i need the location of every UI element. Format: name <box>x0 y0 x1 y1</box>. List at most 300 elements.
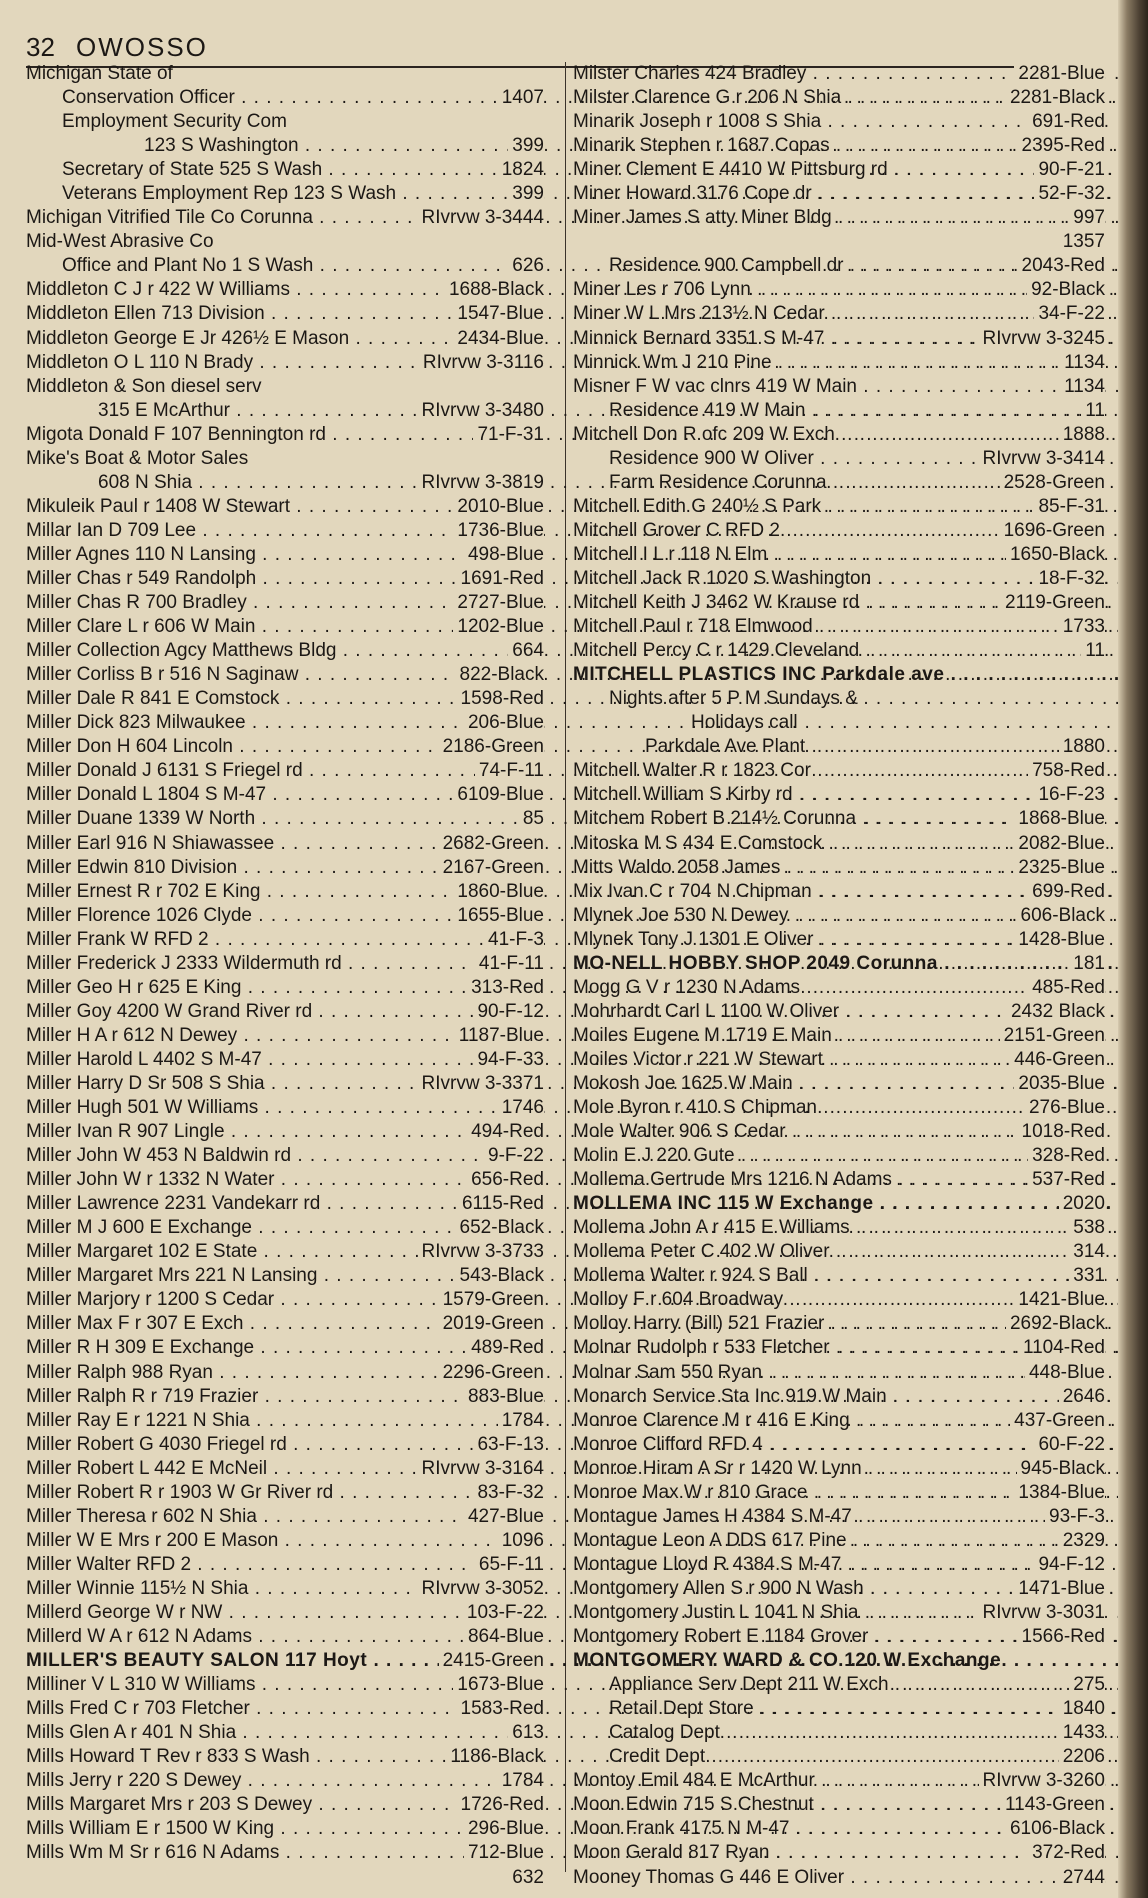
listing-column-right <box>573 62 1105 1890</box>
listing-name: Miner Howard 3176 Cope dr . . . <box>573 182 1118 206</box>
listing-entry <box>26 1866 544 1890</box>
listing-phone: 2329 <box>1059 1529 1105 1553</box>
listing-entry <box>573 1673 1105 1697</box>
listing-phone: 275 <box>1069 1673 1105 1697</box>
listing-name: Farm Residence Corunna . . . <box>573 471 1118 495</box>
listing-phone: 2395-Red <box>1018 134 1105 158</box>
listing-entry <box>573 1481 1105 1505</box>
listing-phone: 6106-Black <box>1006 1817 1105 1841</box>
listing-entry <box>573 1288 1105 1312</box>
listing-name: Miner Clement E 4410 W Pittsburg rd . . . <box>573 158 1118 182</box>
listing-name: Veterans Employment Rep 123 S Wash . . . <box>26 182 1118 206</box>
listing-entry <box>26 375 544 399</box>
listing-name: Mid-West Abrasive Co <box>26 231 214 253</box>
listing-name: Mills Margaret Mrs r 203 S Dewey . . . <box>26 1793 1118 1817</box>
listing-entry <box>573 302 1105 326</box>
listing-name: Miller Dale R 841 E Comstock . . . <box>26 687 1118 711</box>
listing-phone: 1187-Blue <box>455 1024 544 1048</box>
listing-phone: RIvrvw 3-3116 <box>419 351 544 375</box>
listing-name: Miller Robert G 4030 Friegel rd . . . <box>26 1433 1118 1457</box>
listing-entry <box>573 423 1105 447</box>
listing-phone: 16-F-23 <box>1034 783 1105 807</box>
listing-phone: 41-F-3 <box>484 928 544 952</box>
listing-entry <box>26 158 544 182</box>
listing-entry <box>26 1625 544 1649</box>
listing-name: Miller Corliss B r 516 N Saginaw . . . <box>26 663 1118 687</box>
listing-entry <box>573 1361 1105 1385</box>
listing-phone: 1407 <box>498 86 544 110</box>
listing-name: Mooney Thomas G 446 E Oliver . . . <box>573 1866 1118 1890</box>
listing-phone: 1579-Green <box>439 1288 544 1312</box>
listing-entry <box>573 206 1105 230</box>
listing-phone: 1384-Blue <box>1014 1481 1105 1505</box>
listing-entry <box>573 663 1105 687</box>
listing-name: Montgomery Robert E 1184 Grover . . . <box>573 1625 1118 1649</box>
listing-entry <box>573 327 1105 351</box>
book-page-edge <box>1118 0 1148 1898</box>
listing-phone: 691-Red <box>1028 110 1105 134</box>
listing-entry <box>573 86 1105 110</box>
listing-entry <box>26 1601 544 1625</box>
listing-entry <box>573 519 1105 543</box>
listing-entry <box>573 1841 1105 1865</box>
listing-phone: 437-Green <box>1010 1409 1105 1433</box>
listing-name: Miller Ernest R r 702 E King . . . <box>26 880 1118 904</box>
listing-name: Miner Les r 706 Lynn . . . <box>573 278 1118 302</box>
listing-entry <box>26 1409 544 1433</box>
listing-entry <box>573 399 1105 423</box>
listing-entry <box>26 1649 544 1673</box>
listing-name: Mills Glen A r 401 N Shia . . . <box>26 1721 1115 1745</box>
listing-phone: 2020 <box>1059 1192 1105 1216</box>
listing-entry <box>26 567 544 591</box>
listing-phone: 1104-Red <box>1019 1336 1105 1360</box>
listing-phone: 1428-Blue <box>1014 928 1105 952</box>
listing-name: Mollema Peter C 402 W Oliver . . . <box>573 1240 1118 1264</box>
listing-name: Monroe Clifford RFD 4 . . . <box>573 1433 1118 1457</box>
listing-entry <box>573 1625 1105 1649</box>
listing-entry <box>573 1096 1105 1120</box>
listing-entry <box>573 471 1105 495</box>
listing-entry <box>573 928 1105 952</box>
listing-name: Mills Howard T Rev r 833 S Wash . . . <box>26 1745 1118 1769</box>
listing-name: Mollema Gertrude Mrs 1216 N Adams . . . <box>573 1168 1118 1192</box>
listing-entry <box>573 375 1105 399</box>
listing-name: Miller Ray E r 1221 N Shia . . . <box>26 1409 1118 1433</box>
listing-name: Montague Leon A DDS 617 Pine . . . <box>573 1529 1118 1553</box>
listing-phone: 313-Red <box>467 976 544 1000</box>
listing-name: Appliance Serv Dept 211 W Exch . . . <box>573 1673 1118 1697</box>
listing-entry <box>573 759 1105 783</box>
listing-entry <box>573 1601 1105 1625</box>
listing-entry <box>26 1024 544 1048</box>
listing-entry <box>573 1312 1105 1336</box>
listing-phone: 2035-Blue <box>1014 1072 1105 1096</box>
listing-entry <box>573 1721 1105 1745</box>
listing-phone: 314 <box>1069 1240 1105 1264</box>
listing-entry <box>573 1793 1105 1817</box>
listing-entry <box>26 591 544 615</box>
listing-name: 315 E McArthur . . . <box>26 399 1109 423</box>
listing-phone: 758-Red <box>1028 759 1105 783</box>
listing-phone: 1018-Red <box>1018 1120 1105 1144</box>
listing-phone: 494-Red <box>467 1120 544 1144</box>
listing-entry <box>26 1721 544 1745</box>
listing-name: Secretary of State 525 S Wash . . . <box>26 158 1118 182</box>
listing-name: Molnar Rudolph r 533 Fletcher . . . <box>573 1336 1118 1360</box>
listing-name: 123 S Washington . . . <box>26 134 1118 158</box>
listing-entry <box>26 1481 544 1505</box>
listing-phone: 2727-Blue <box>453 591 544 615</box>
listing-entry <box>573 134 1105 158</box>
listing-entry <box>573 1409 1105 1433</box>
listing-phone: 864-Blue <box>464 1625 544 1649</box>
listing-entry <box>26 1288 544 1312</box>
listing-phone: 498-Blue <box>464 543 544 567</box>
listing-name: Mitchell Jack R 1020 S Washington . . . <box>573 567 1118 591</box>
listing-entry <box>26 1697 544 1721</box>
listing-phone: 699-Red <box>1028 880 1105 904</box>
listing-name: Miller Goy 4200 W Grand River rd . . . <box>26 1000 1118 1024</box>
listing-name: Molloy F r 604 Broadway . . . <box>573 1288 1118 1312</box>
listing-entry <box>573 976 1105 1000</box>
listing-entry <box>26 495 544 519</box>
listing-name: Credit Dept . . . <box>573 1745 1118 1769</box>
listing-entry <box>26 134 544 158</box>
listing-name: Miller Hugh 501 W Williams . . . <box>26 1096 1118 1120</box>
listing-name: Mitts Waldo 2058 James . . . <box>573 856 1118 880</box>
listing-name: Minarik Stephen r 1687 Copas . . . <box>573 134 1118 158</box>
listing-entry <box>573 735 1105 759</box>
listing-entry <box>573 110 1105 134</box>
listing-entry <box>573 615 1105 639</box>
listing-entry <box>26 615 544 639</box>
listing-phone: 1736-Blue <box>453 519 544 543</box>
listing-entry <box>573 687 1105 711</box>
listing-phone: 1186-Black <box>446 1745 544 1769</box>
listing-name: Mitchell Keith J 3462 W Krause rd . . . <box>573 591 1118 615</box>
listing-phone: 2415-Green <box>439 1649 544 1673</box>
listing-entry <box>573 832 1105 856</box>
listing-phone: 103-F-22 <box>463 1601 544 1625</box>
listing-phone: 11 <box>1081 399 1105 423</box>
listing-phone: 664 <box>508 639 544 663</box>
listing-name: Montoy Emil 484 E McArthur . . . <box>573 1769 1118 1793</box>
listing-phone: 1134 <box>1060 375 1105 399</box>
listing-phone: 2692-Black <box>1006 1312 1105 1336</box>
listing-name: Mlynek Joe 530 N Dewey . . . <box>573 904 1118 928</box>
listing-phone: 712-Blue <box>464 1841 544 1865</box>
listing-entry <box>26 327 544 351</box>
listing-phone: 65-F-11 <box>475 1553 544 1577</box>
listing-entry <box>26 206 544 230</box>
listing-name: Mills Fred C r 703 Fletcher . . . <box>26 1697 1118 1721</box>
listing-phone: 93-F-3 <box>1045 1505 1105 1529</box>
listing-entry <box>26 639 544 663</box>
listing-entry <box>573 1336 1105 1360</box>
listing-entry <box>573 1120 1105 1144</box>
listing-phone: RIvrvw 3-3031 <box>979 1601 1106 1625</box>
listing-phone: 52-F-32 <box>1034 182 1105 206</box>
listing-name: Mitchem Robert B 214½ Corunna . . . <box>573 807 1118 831</box>
listing-name: Miller Frederick J 2333 Wildermuth rd . . . <box>26 952 1118 976</box>
listing-phone: 92-Black <box>1027 278 1105 302</box>
listing-name: Holidays call <box>691 712 798 734</box>
listing-name: Moon Frank 4175 N M-47 . . . <box>573 1817 1118 1841</box>
listing-entry <box>573 182 1105 206</box>
listing-entry <box>573 1745 1105 1769</box>
listing-entry <box>26 1312 544 1336</box>
listing-phone: 656-Red <box>467 1168 544 1192</box>
listing-entry <box>26 519 544 543</box>
listing-entry <box>573 807 1105 831</box>
listing-phone: RIvrvw 3-3260 <box>979 1769 1106 1793</box>
listing-phone: 1784 <box>498 1409 544 1433</box>
listing-phone: 1650-Black <box>1006 543 1105 567</box>
listing-phone: 1566-Red <box>1018 1625 1105 1649</box>
listing-name: Mitchell William S Kirby rd . . . <box>573 783 1118 807</box>
listing-phone: 822-Black <box>456 663 545 687</box>
listing-name: Mollema John A r 415 E Williams . . . <box>573 1216 1118 1240</box>
listing-entry <box>26 1529 544 1553</box>
listing-name: Mokosh Joe 1625 W Main . . . <box>573 1072 1118 1096</box>
listing-name: Mills Wm M Sr r 616 N Adams . . . <box>26 1841 1118 1865</box>
listing-phone: 1784 <box>498 1769 544 1793</box>
listing-name: Miller M J 600 E Exchange . . . <box>26 1216 1118 1240</box>
listing-phone: 1357 <box>1059 230 1105 254</box>
listing-name: Miller Marjory r 1200 S Cedar . . . <box>26 1288 1118 1312</box>
listing-name: Mollema Walter r 924 S Ball . . . <box>573 1264 1118 1288</box>
listing-name: Mogg G V r 1230 N Adams . . . <box>573 976 1118 1000</box>
listing-phone: 2019-Green <box>439 1312 544 1336</box>
listing-name: Miller Florence 1026 Clyde . . . <box>26 904 1118 928</box>
listing-entry <box>26 471 544 495</box>
listing-name: Mitchell Walter R r 1823 Cor . . . <box>573 759 1118 783</box>
listing-entry <box>26 254 544 278</box>
listing-entry <box>26 1096 544 1120</box>
listing-phone: 2434-Blue <box>453 327 544 351</box>
listing-phone: 63-F-13 <box>473 1433 544 1457</box>
listing-name: Milster Charles 424 Bradley . . . <box>573 62 1118 86</box>
listing-phone: 60-F-22 <box>1034 1433 1105 1457</box>
listing-entry <box>573 351 1105 375</box>
listing-phone: 427-Blue <box>464 1505 544 1529</box>
listing-entry <box>26 1433 544 1457</box>
listing-name: Milliner V L 310 W Williams . . . <box>26 1673 1118 1697</box>
listing-entry <box>26 1336 544 1360</box>
listing-name: Residence 419 W Main . . . <box>573 399 1118 423</box>
listing-name: Miller Agnes 110 N Lansing . . . <box>26 543 1118 567</box>
listing-name: Michigan State of <box>26 63 173 84</box>
listing-phone: 2646 <box>1059 1385 1105 1409</box>
listing-name: Montague James H 4384 S M-47 . . . <box>573 1505 1118 1529</box>
listing-phone: RIvrvw 3-3052 <box>418 1577 545 1601</box>
listing-entry <box>573 904 1105 928</box>
listing-phone: 9-F-22 <box>484 1144 544 1168</box>
listing-phone: 626 <box>508 254 544 278</box>
listing-entry <box>573 230 1105 254</box>
listing-phone: 945-Black <box>1017 1457 1106 1481</box>
listing-phone: 538 <box>1069 1216 1105 1240</box>
listing-phone: 1726-Red <box>457 1793 544 1817</box>
listing-phone: 1840 <box>1059 1697 1105 1721</box>
listing-phone: RIvrvw 3-3371 <box>418 1072 545 1096</box>
listing-phone: 883-Blue <box>464 1385 544 1409</box>
listing-phone: 34-F-22 <box>1034 302 1105 326</box>
listing-entry <box>26 1385 544 1409</box>
listing-phone: 1688-Black <box>445 278 544 302</box>
listing-entry <box>573 254 1105 278</box>
listing-entry <box>26 182 544 206</box>
listing-name: Miller Winnie 115½ N Shia . . . <box>26 1577 1118 1601</box>
listing-phone: 1471-Blue <box>1014 1577 1105 1601</box>
listing-entry <box>26 1457 544 1481</box>
listing-entry <box>26 1264 544 1288</box>
listing-entry <box>573 1817 1105 1841</box>
listing-name: Mills William E r 1500 W King . . . <box>26 1817 1118 1841</box>
page-number: 32 <box>26 32 55 62</box>
listing-name: Miller John W 453 N Baldwin rd . . . <box>26 1144 1118 1168</box>
listing-entry <box>573 1649 1105 1673</box>
listing-phone: 276-Blue <box>1025 1096 1105 1120</box>
listing-phone: 632 <box>508 1866 544 1890</box>
listing-name: Miller Frank W RFD 2 . . . <box>26 928 1088 952</box>
listing-entry <box>26 1048 544 1072</box>
listing-name: Miller Margaret Mrs 221 N Lansing . . . <box>26 1264 1118 1288</box>
listing-phone: 2528-Green <box>1000 471 1105 495</box>
listing-phone: 6109-Blue <box>453 783 544 807</box>
listing-name: Office and Plant No 1 S Wash . . . <box>26 254 1118 278</box>
listing-name: Migota Donald F 107 Bennington rd . . . <box>26 423 1118 447</box>
listing-phone: 1655-Blue <box>453 904 544 928</box>
listing-entry <box>26 807 544 831</box>
listing-phone: 1134 <box>1060 351 1105 375</box>
listing-phone: 74-F-11 <box>475 759 544 783</box>
listing-entry <box>26 663 544 687</box>
listing-phone: 489-Red <box>467 1336 544 1360</box>
listing-entry <box>26 856 544 880</box>
listing-column-left <box>26 62 544 1890</box>
listing-name: 608 N Shia . . . <box>26 471 1071 495</box>
listing-name: Middleton & Son diesel serv <box>26 375 262 397</box>
listing-entry <box>573 1385 1105 1409</box>
listing-entry <box>573 1697 1105 1721</box>
listing-phone: 2682-Green <box>439 832 544 856</box>
listing-phone: 1673-Blue <box>453 1673 544 1697</box>
listing-name: Mitchell Don R ofc 209 W Exch . . . <box>573 423 1118 447</box>
page-title: OWOSSO <box>76 32 208 62</box>
listing-phone: 372-Red <box>1028 1841 1105 1865</box>
listing-phone: 2119-Green <box>1001 591 1105 615</box>
listing-phone: 1202-Blue <box>453 615 544 639</box>
listing-name: Miller Geo H r 625 E King . . . <box>26 976 1118 1000</box>
listing-entry <box>26 1793 544 1817</box>
listing-name: Millerd George W r NW . . . <box>26 1601 1101 1625</box>
listing-entry <box>573 1000 1105 1024</box>
listing-phone: 296-Blue <box>464 1817 544 1841</box>
listing-name: Monroe Clarence M r 416 E King . . . <box>573 1409 1118 1433</box>
listing-phone: 2296-Green <box>439 1361 544 1385</box>
listing-phone: 1860-Blue <box>453 880 544 904</box>
listing-entry <box>573 1433 1105 1457</box>
listing-entry <box>573 1192 1105 1216</box>
listing-name: Miller Margaret 102 E State . . . <box>26 1240 1118 1264</box>
listing-phone: 2186-Green <box>439 735 544 759</box>
listing-name: Miller Robert L 442 E McNeil . . . <box>26 1457 1118 1481</box>
listing-phone: 1143-Green <box>1001 1793 1105 1817</box>
listing-name: Employment Security Com <box>62 111 287 133</box>
listing-name: Miller Walter RFD 2 . . . <box>26 1553 1070 1577</box>
listing-entry <box>26 86 544 110</box>
listing-entry <box>573 1553 1105 1577</box>
listing-name: Miller R H 309 E Exchange . . . <box>26 1336 1118 1360</box>
listing-entry <box>26 423 544 447</box>
listing-phone: 2167-Green <box>439 856 544 880</box>
listing-name: Montague Lloyd R 4384 S M-47 . . . <box>573 1553 1118 1577</box>
listing-name: Miller Chas R 700 Bradley . . . <box>26 591 1118 615</box>
listing-phone: 399 <box>508 134 544 158</box>
listing-entry <box>26 976 544 1000</box>
listing-phone: 1547-Blue <box>453 302 544 326</box>
listing-entry <box>573 278 1105 302</box>
listing-name: Molin E J 220 Gute . . . <box>573 1144 1118 1168</box>
listing-entry <box>573 1529 1105 1553</box>
listing-name: Miller Harold L 4402 S M-47 . . . <box>26 1048 1118 1072</box>
listing-name: Minnick Wm J 210 Pine . . . <box>573 351 1118 375</box>
listing-name: Mitchell Edith G 240½ S Park . . . <box>573 495 1118 519</box>
listing-name: Nights after 5 P M Sundays & <box>609 688 858 710</box>
listing-name: Miller Dick 823 Milwaukee . . . <box>26 711 1118 735</box>
listing-phone: 2744 <box>1059 1866 1105 1890</box>
listing-name: Mitchell Percy C r 1429 Cleveland . . . <box>573 639 1118 663</box>
listing-name: Miner W L Mrs 213½ N Cedar . . . <box>573 302 1118 326</box>
listing-entry <box>26 759 544 783</box>
listing-name: Parkdale Ave Plant . . . <box>573 735 1118 759</box>
listing-name: Mitoska M S 434 E Comstock . . . <box>573 832 1118 856</box>
listing-name: Millar Ian D 709 Lee . . . <box>26 519 1075 543</box>
listing-name: Mlynek Tony J 1301 E Oliver . . . <box>573 928 1118 952</box>
listing-phone: 652-Black <box>456 1216 545 1240</box>
listing-name: Moiles Eugene M 1719 E Main . . . <box>573 1024 1118 1048</box>
listing-phone: 2206 <box>1059 1745 1105 1769</box>
listing-entry <box>26 543 544 567</box>
listing-name: Miller John W r 1332 N Water . . . <box>26 1168 1118 1192</box>
listing-entry <box>26 447 544 471</box>
listing-phone: 1733 <box>1059 615 1105 639</box>
listing-name: Mitchell Paul r 718 Elmwood . . . <box>573 615 1118 639</box>
listing-entry <box>26 1240 544 1264</box>
listing-entry <box>26 62 544 86</box>
listing-name: Miller Harry D Sr 508 S Shia . . . <box>26 1072 1118 1096</box>
listing-phone: 399 <box>508 182 544 206</box>
listing-entry <box>26 783 544 807</box>
listing-name: Miller Max F r 307 E Exch . . . <box>26 1312 1118 1336</box>
listing-phone: 2082-Blue <box>1014 832 1105 856</box>
listing-entry <box>573 543 1105 567</box>
listing-name: Mohrhardt Carl L 1100 W Oliver . . . <box>573 1000 1118 1024</box>
listing-name: Miller Theresa r 602 N Shia . . . <box>26 1505 1118 1529</box>
listing-entry <box>573 1072 1105 1096</box>
listing-name: Mills Jerry r 220 S Dewey . . . <box>26 1769 1118 1793</box>
listing-name: Miller Don H 604 Lincoln . . . <box>26 735 1112 759</box>
listing-entry <box>573 1144 1105 1168</box>
listing-name: Moon Edwin 715 S Chestnut . . . <box>573 1793 1118 1817</box>
listing-name: Miller Donald J 6131 S Friegel rd . . . <box>26 759 1118 783</box>
listing-name: Residence 900 W Oliver . . . <box>573 447 1118 471</box>
listing-phone: 328-Red <box>1028 1144 1105 1168</box>
listing-entry <box>573 62 1105 86</box>
listing-entry <box>26 1817 544 1841</box>
